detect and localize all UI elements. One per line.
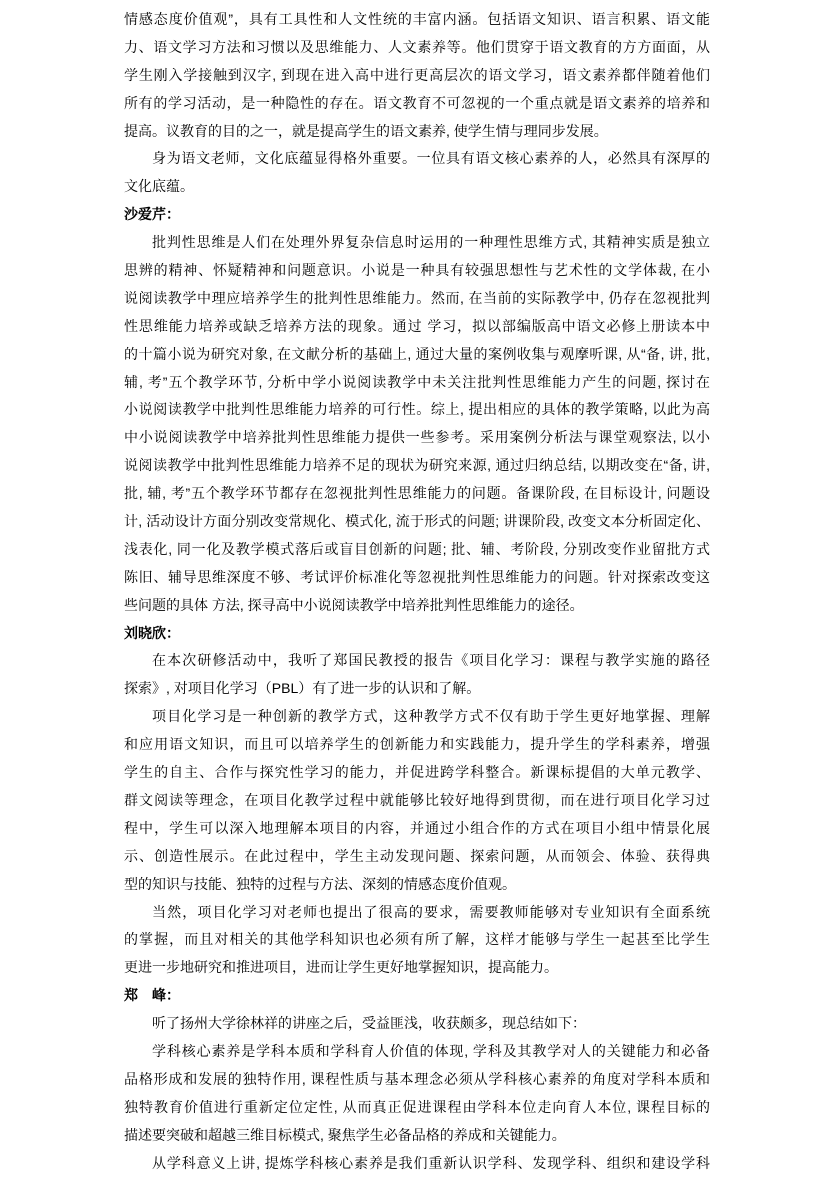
paragraph-line: 辅, 考”五个教学环节, 分析中学小说阅读教学中未关注批判性思维能力产生的问题, 探讨在: [124, 373, 710, 390]
paragraph-line: 浅表化, 同一化及教学模式落后或盲目创新的问题; 批、辅、考阶段, 分别改变作业留批方式: [124, 540, 710, 557]
paragraph-line: 描述要突破和超越三维目标模式, 聚焦学生必备品格的养成和关键能力。: [124, 1126, 566, 1143]
paragraph-line: 说阅读教学中理应培养学生的批判性思维能力。然而, 在当前的实际教学中, 仍存在忽视批判: [124, 289, 710, 306]
paragraph-line: 程中，学生可以深入地理解本项目的内容，并通过小组合作的方式在项目小组中情景化展: [124, 819, 710, 836]
paragraph-line: 身为语文老师，文化底蕴显得格外重要。一位具有语文核心素养的人，必然具有深厚的: [152, 150, 710, 167]
speaker-heading: 郑 峰：: [124, 987, 180, 1004]
document-page: [124, 6, 710, 1177]
paragraph-line: 示、创造性展示。在此过程中，学生主动发现问题、探索问题，从而领会、体验、获得典: [124, 847, 710, 864]
paragraph-line: 学科核心素养是学科本质和学科育人价值的体现, 学科及其教学对人的关键能力和必备: [152, 1042, 710, 1059]
paragraph-line: 力、语文学习方法和习惯以及思维能力、人文素养等。他们贯穿于语文教育的方方面面，从: [124, 38, 710, 55]
paragraph-line: 陈旧、辅导思维深度不够、考试评价标准化等忽视批判性思维能力的问题。针对探索改变这: [124, 568, 710, 585]
paragraph-line: 从学科意义上讲, 提炼学科核心素养是我们重新认识学科、发现学科、组织和建设学科: [152, 1154, 710, 1171]
paragraph-line: 说阅读教学中批判性思维能力培养不足的现状为研究来源, 通过归纳总结, 以期改变在“备, 讲,: [124, 457, 710, 474]
paragraph-line: 学生的自主、合作与探究性学习的能力，并促进跨学科整合。新课标提倡的大单元教学、: [124, 764, 710, 781]
paragraph-line: 小说阅读教学中批判性思维能力培养的可行性。综上, 提出相应的具体的教学策略, 以此为高: [124, 401, 710, 418]
speaker-heading: 刘晓欣：: [124, 624, 180, 641]
paragraph-line: 当然，项目化学习对老师也提出了很高的要求，需要教师能够对专业知识有全面系统: [152, 903, 710, 920]
speaker-heading: 沙爱芹：: [124, 206, 180, 223]
paragraph-line: 的掌握，而且对相关的其他学科知识也必须有所了解，这样才能够与学生一起甚至比学生: [124, 931, 710, 948]
paragraph-line: 型的知识与技能、独特的过程与方法、深刻的情感态度价值观。: [124, 875, 516, 892]
paragraph-line: 所有的学习活动，是一种隐性的存在。语文教育不可忽视的一个重点就是语文素养的培养和: [124, 94, 710, 111]
paragraph-line: 学生刚入学接触到汉字, 到现在进入高中进行更高层次的语文学习，语文素养都伴随着他们: [124, 66, 710, 83]
paragraph-line: 性思维能力培养或缺乏培养方法的现象。通过 学习，拟以部编版高中语文必修上册读本中: [124, 317, 710, 334]
paragraph-line: 项目化学习是一种创新的教学方式，这种教学方式不仅有助于学生更好地掌握、理解: [152, 708, 710, 725]
paragraph-line: 情感态度价值观”，具有工具性和人文性统的丰富内涵。包括语文知识、语言积累、语文能: [124, 11, 710, 27]
paragraph-line: 些问题的具体 方法, 探寻高中小说阅读教学中培养批判性思维能力的途径。: [124, 596, 584, 613]
paragraph-line: 群文阅读等理念，在项目化教学过程中就能够比较好地得到贯彻，而在进行项目化学习过: [124, 791, 710, 808]
paragraph-line: 思辨的精神、怀疑精神和问题意识。小说是一种具有较强思想性与艺术性的文学体裁, 在小: [124, 262, 710, 279]
paragraph-line: 探索》, 对项目化学习（PBL）有了进一步的认识和了解。: [124, 680, 481, 697]
paragraph-line: 在本次研修活动中，我听了郑国民教授的报告《项目化学习：课程与教学实施的路径: [152, 652, 710, 669]
paragraph-line: 的十篇小说为研究对象, 在文献分析的基础上, 通过大量的案例收集与观摩听课, 从“备, 讲, 批,: [124, 345, 710, 362]
paragraph-line: 和应用语文知识，而且可以培养学生的创新能力和实践能力，提升学生的学科素养，增强: [124, 736, 710, 753]
paragraph-line: 更进一步地研究和推进项目，进而让学生更好地掌握知识，提高能力。: [124, 959, 558, 976]
paragraph-line: 文化底蕴。: [124, 178, 194, 195]
paragraph-line: 中小说阅读教学中培养批判性思维能力提供一些参考。采用案例分析法与课堂观察法, 以小: [124, 429, 710, 446]
paragraph-line: 听了扬州大学徐林祥的讲座之后，受益匪浅，收获颇多，现总结如下：: [152, 1015, 586, 1032]
paragraph-line: 批判性思维是人们在处理外界复杂信息时运用的一种理性思维方式, 其精神实质是独立: [152, 234, 710, 251]
paragraph-line: 品格形成和发展的独特作用, 课程性质与基本理念必须从学科核心素养的角度对学科本质和: [124, 1070, 710, 1087]
paragraph-line: 批, 辅, 考”五个教学环节都存在忽视批判性思维能力的问题。备课阶段, 在目标设计, 问题设: [124, 485, 710, 502]
paragraph-line: 计, 活动设计方面分别改变常规化、模式化, 流于形式的问题; 讲课阶段, 改变文本分析固定化、: [124, 513, 710, 530]
paragraph-line: 独特教育价值进行重新定位定性, 从而真正促进课程由学科本位走向育人本位, 课程目标的: [124, 1098, 710, 1115]
paragraph-line: 提高。议教育的目的之一，就是提高学生的语文素养, 使学生情与理同步发展。: [124, 122, 608, 139]
